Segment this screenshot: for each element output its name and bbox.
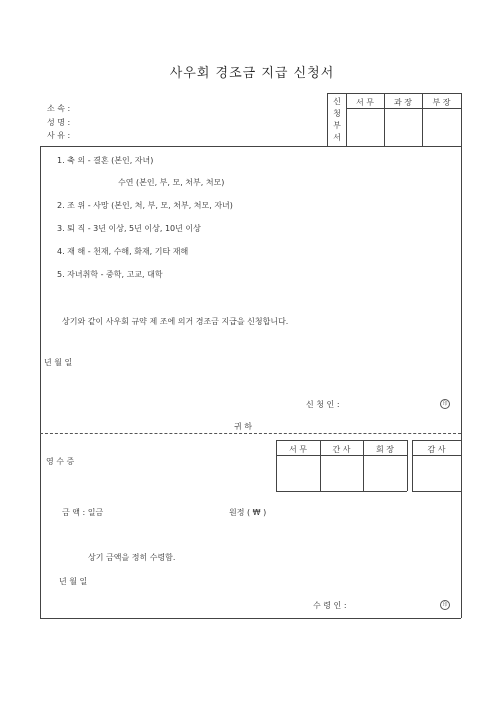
approval-col-dept-head: 부 장 (432, 98, 451, 107)
cut-line (40, 433, 461, 434)
approval-col-secretary: 간 사 (332, 445, 351, 454)
approval-col-general-affairs-bottom: 서 무 (289, 445, 307, 454)
approval-col-audit: 감 사 (427, 445, 446, 454)
receipt-title: 영 수 증 (46, 457, 75, 466)
dept-label-1: 신 (333, 97, 341, 106)
applicant-signature-label: 신 청 인 : (306, 400, 340, 409)
recipient-label: 귀 하 (234, 422, 252, 431)
seal-icon: 印 (440, 399, 450, 409)
item-retirement: 3. 퇴 직 - 3년 이상, 5년 이상, 10년 이상 (57, 224, 201, 233)
item-celebration: 1. 축 의 - 결혼 (본인, 자녀) (57, 156, 154, 165)
receipt-statement: 상기 금액을 정히 수령함. (88, 553, 176, 562)
approval-col-section-chief: 과 장 (394, 98, 412, 107)
page-title: 사우회 경조금 지급 신청서 (169, 66, 335, 81)
receiver-signature-label: 수 령 인 : (313, 601, 347, 610)
application-date: 년 월 일 (44, 358, 73, 367)
approval-col-general-affairs: 서 무 (356, 98, 374, 107)
amount-label: 금 액 : 일금 (62, 508, 104, 517)
application-statement: 상기와 같이 사우회 규약 제 조에 의거 경조금 지급을 신청합니다. (62, 317, 289, 326)
item-school: 5. 자녀취학 - 중학, 고교, 대학 (57, 270, 163, 279)
dept-label-4: 서 (333, 133, 341, 142)
reason-label: 사 유 : (47, 131, 71, 140)
dept-label-2: 청 (333, 109, 341, 118)
name-label: 성 명 : (47, 118, 71, 127)
seal-icon-bottom: 印 (440, 600, 450, 610)
amount-won-label: 원정 ( ₩ ) (229, 508, 267, 517)
item-disaster: 4. 재 해 - 천재, 수해, 화재, 기타 재해 (57, 247, 189, 256)
receipt-date: 년 월 일 (59, 577, 88, 586)
affiliation-label: 소 속 : (47, 104, 71, 113)
item-condolence: 2. 조 위 - 사망 (본인, 처, 부, 모, 처부, 처모, 자녀) (57, 201, 233, 210)
item-celebration-sub: 수연 (본인, 부, 모, 처부, 처모) (118, 178, 225, 187)
dept-label-3: 부 (333, 121, 341, 130)
approval-col-chairman: 회 장 (376, 445, 394, 454)
